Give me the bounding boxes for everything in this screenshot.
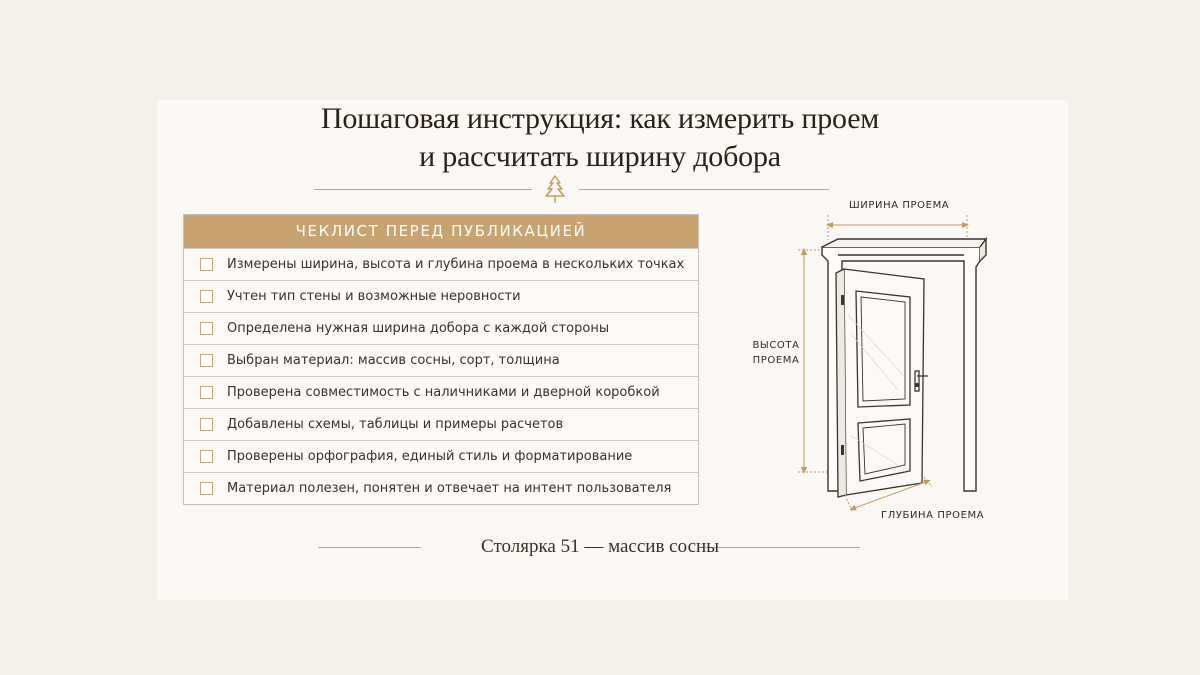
checklist-row: [184, 408, 698, 440]
height-label-line-2: ПРОЕМА: [752, 355, 800, 366]
checklist-item-label: Добавлены схемы, таблицы и примеры расчетов: [227, 417, 564, 432]
checkbox-empty-icon[interactable]: [200, 418, 213, 431]
checklist-row: [184, 280, 698, 312]
checklist-row: [184, 440, 698, 472]
checkbox-empty-icon[interactable]: [200, 482, 213, 495]
checkbox-empty-icon[interactable]: [200, 450, 213, 463]
checklist-header: ЧЕКЛИСТ ПЕРЕД ПУБЛИКАЦИЕЙ: [184, 215, 698, 248]
checkbox-empty-icon[interactable]: [200, 386, 213, 399]
checklist-item-label: Материал полезен, понятен и отвечает на интент пользователя: [227, 481, 672, 496]
title-divider-left: [314, 189, 532, 190]
checklist-item-label: Измерены ширина, высота и глубина проема в нескольких точках: [227, 257, 685, 272]
pine-tree-icon: [542, 174, 568, 206]
checklist-row: [184, 248, 698, 280]
height-label: [748, 340, 804, 366]
checkbox-empty-icon[interactable]: [200, 354, 213, 367]
footer-brand-text: Столярка 51 — массив сосны: [481, 536, 719, 557]
checklist-row: [184, 344, 698, 376]
checklist-item-label: Учтен тип стены и возможные неровности: [227, 289, 521, 304]
title-divider-right: [579, 189, 829, 190]
width-dimension-arrow: [828, 215, 967, 240]
checklist-row: [184, 312, 698, 344]
checkbox-empty-icon[interactable]: [200, 290, 213, 303]
checklist-item-label: Выбран материал: массив сосны, сорт, толщина: [227, 353, 560, 368]
width-label: ШИРИНА ПРОЕМА: [849, 200, 950, 211]
height-label-line-1: ВЫСОТА: [752, 340, 800, 351]
depth-label: ГЛУБИНА ПРОЕМА: [881, 510, 985, 521]
checklist: [183, 214, 699, 505]
page-title: [0, 100, 1200, 176]
title-line-2: и рассчитать ширину добора: [419, 140, 781, 173]
title-line-1: Пошаговая инструкция: как измерить проем: [320, 102, 880, 135]
checkbox-empty-icon[interactable]: [200, 322, 213, 335]
checklist-item-label: Проверена совместимость с наличниками и дверной коробкой: [227, 385, 660, 400]
checklist-row: [184, 472, 698, 504]
checklist-item-label: Проверены орфография, единый стиль и форматирование: [227, 449, 633, 464]
checklist-item-label: Определена нужная ширина добора с каждой стороны: [227, 321, 610, 336]
checklist-row: [184, 376, 698, 408]
door-leaf: [836, 269, 924, 497]
checkbox-empty-icon[interactable]: [200, 258, 213, 271]
